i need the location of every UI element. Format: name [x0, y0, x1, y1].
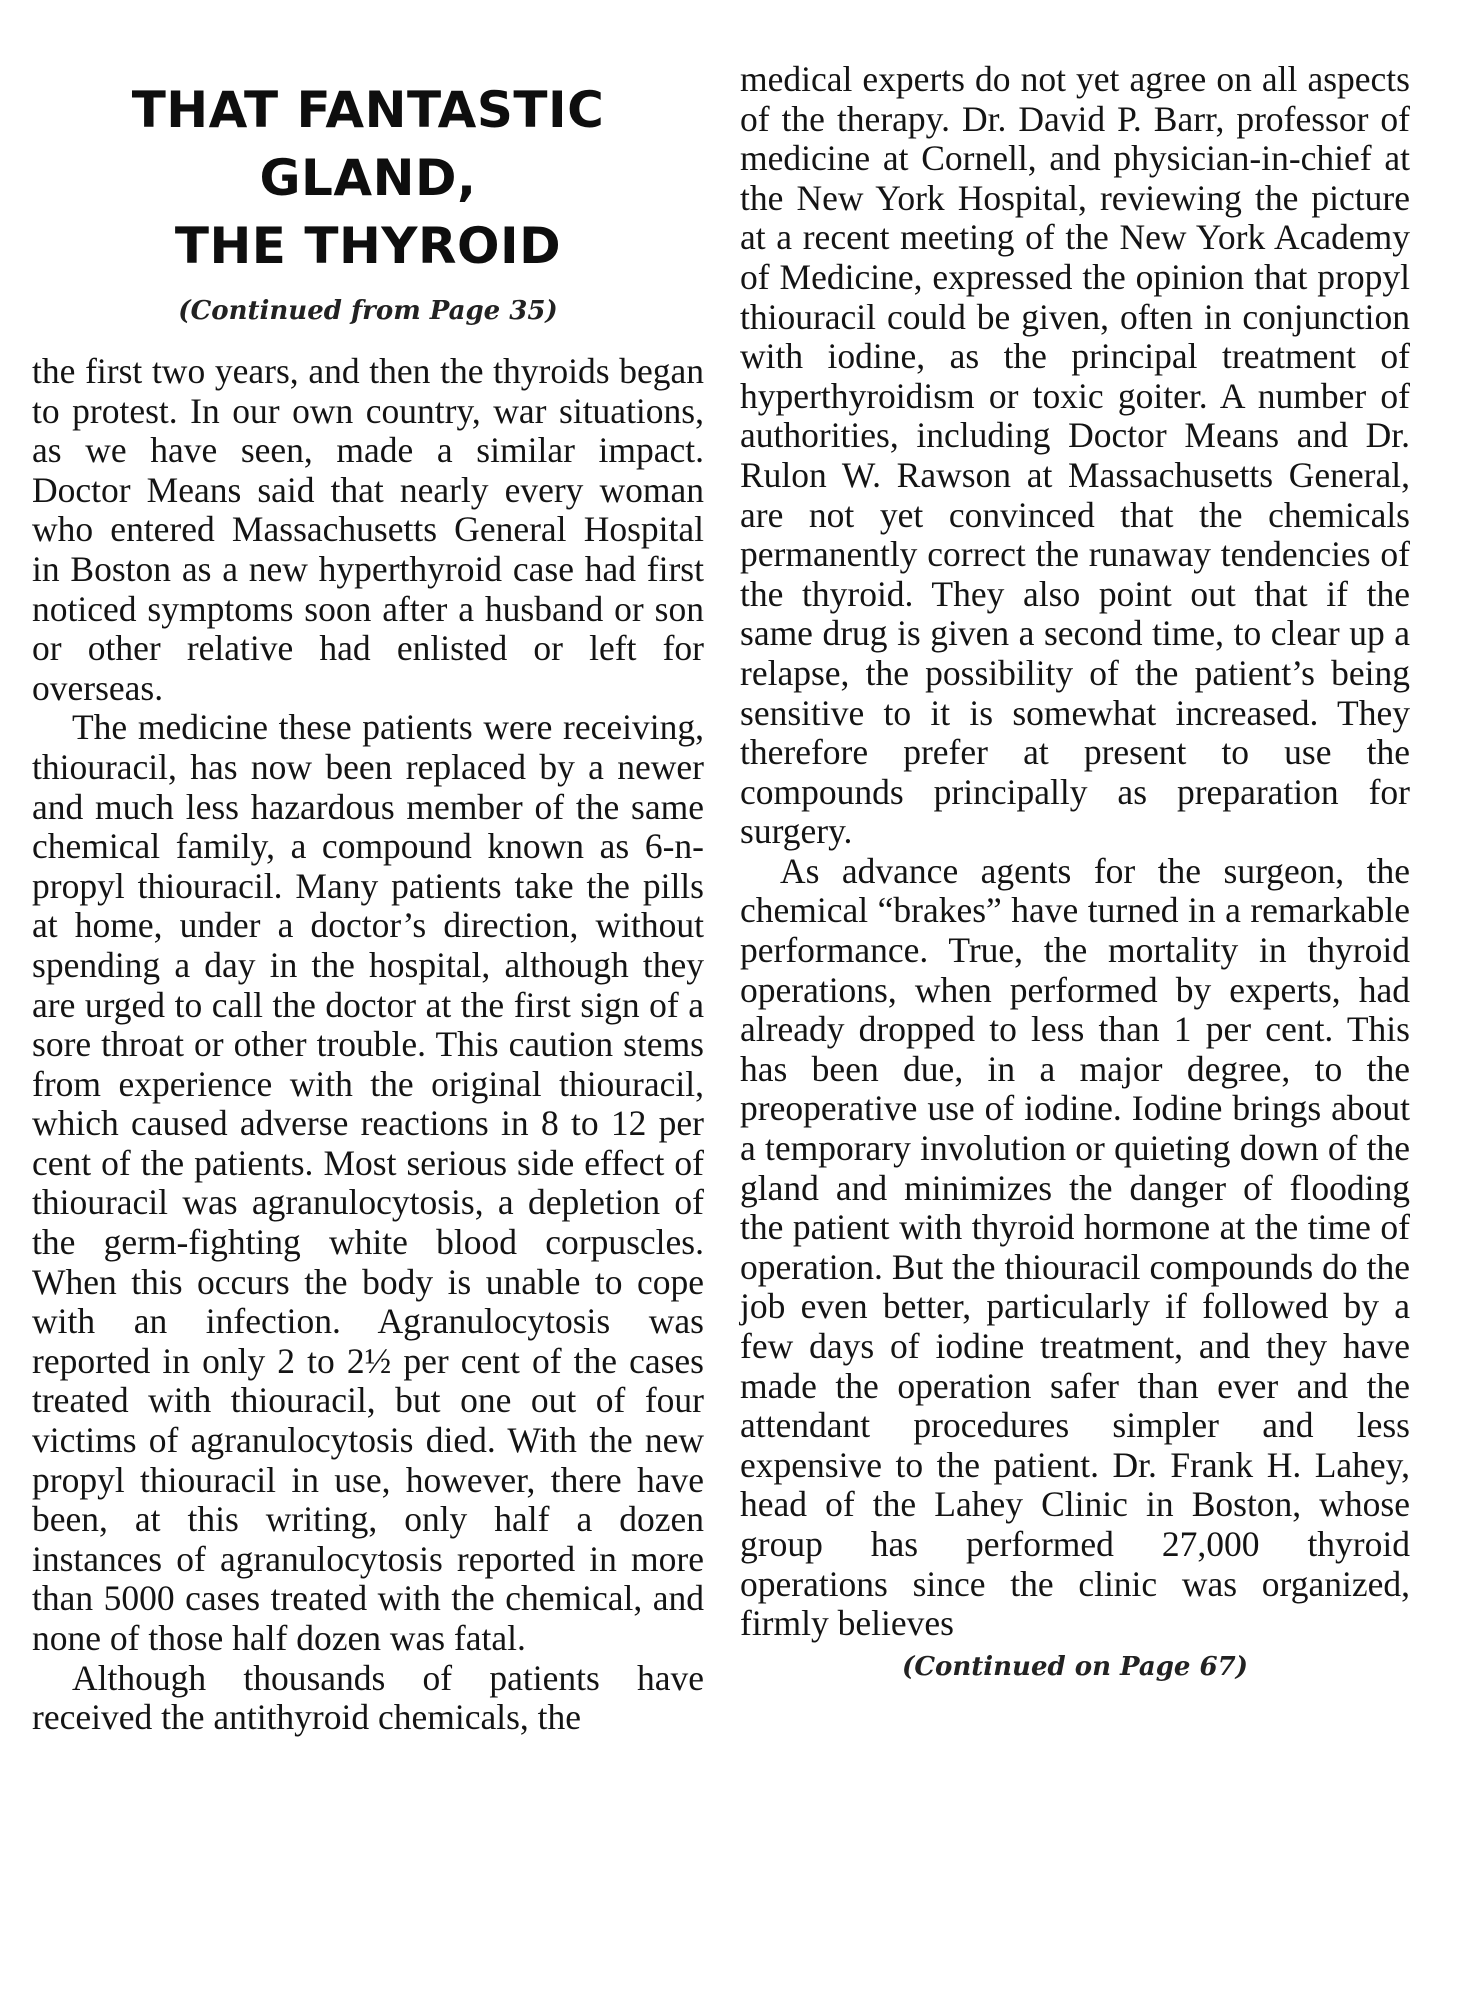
headline-line-1: THAT FANTASTIC GLAND, [131, 81, 605, 207]
continued-on-note: (Continued on Page 67) [902, 1651, 1248, 1682]
left-column-body [32, 352, 704, 1738]
left-column [32, 60, 704, 1738]
paragraph: The medicine these patients were receiving, thiouracil, has now been replaced by a newer and much less hazardous member of the same chemical family, a compound known as 6-n-propyl thiouracil. Many patients take the pills at home, under a doctor’s direction, without spending a day in the hospital, although they are urged to call the doctor at the first sign of a sore throat or other trouble. This caution stems from experience with the original thiouracil, which caused adverse reactions in 8 to 12 per cent of the patients. Most serious side effect of thiouracil was agranulocytosis, a depletion of the germ-fighting white blood corpuscles. When this occurs the body is unable to cope with an infection. Agranulocytosis was reported in only 2 to 2½ per cent of the cases treated with thiouracil, but one out of four victims of agranulocytosis died. With the new propyl thiouracil in use, however, there have been, at this writing, only half a dozen instances of agranulocytosis reported in more than 5000 cases treated with the chemical, and none of those half dozen was fatal. [32, 707, 704, 1658]
headline-line-2: THE THYROID [174, 217, 562, 275]
paragraph: the first two years, and then the thyroids began to protest. In our own country, war situations, as we have seen, made a similar impact. Doctor Means said that nearly every woman who entered Massachusetts General Hospital in Boston as a new hyperthyroid case had first noticed symptoms soon after a husband or son or other relative had enlisted or left for overseas. [32, 351, 704, 708]
paragraph: As advance agents for the surgeon, the chemical “brakes” have turned in a remarkable performance. True, the mortality in thyroid operations, when performed by experts, had already dropped to less than 1 per cent. This has been due, in a major degree, to the preoperative use of iodine. Iodine brings about a temporary involution or quieting down of the gland and minimizes the danger of flooding the patient with thyroid hormone at the time of operation. But the thiouracil compounds do the job even better, particularly if followed by a few days of iodine treatment, and they have made the operation safer than ever and the attendant procedures simpler and less expensive to the patient. Dr. Frank H. Lahey, head of the Lahey Clinic in Boston, whose group has performed 27,000 thyroid operations since the clinic was organized, firmly believes [740, 850, 1410, 1644]
paragraph: medical experts do not yet agree on all aspects of the therapy. Dr. David P. Barr, professor of medicine at Cornell, and physician-in-chief at the New York Hospital, reviewing the picture at a recent meeting of the New York Academy of Medicine, expressed the opinion that propyl thiouracil could be given, often in conjunction with iodine, as the principal treatment of hyperthyroidism or toxic goiter. A number of authorities, including Doctor Means and Dr. Rulon W. Rawson at Massachusetts General, are not yet convinced that the chemicals permanently correct the runaway tendencies of the thyroid. They also point out that if the same drug is given a second time, to clear up a relapse, the possibility of the patient’s being sensitive to it is somewhat increased. They therefore prefer at present to use the compounds principally as preparation for surgery. [740, 59, 1410, 852]
paragraph: Although thousands of patients have received the antithyroid chemicals, the [32, 1657, 704, 1738]
article-headline [32, 76, 704, 280]
right-column [740, 60, 1410, 1684]
right-column-body [740, 60, 1410, 1644]
continued-from-note: (Continued from Page 35) [178, 296, 558, 326]
